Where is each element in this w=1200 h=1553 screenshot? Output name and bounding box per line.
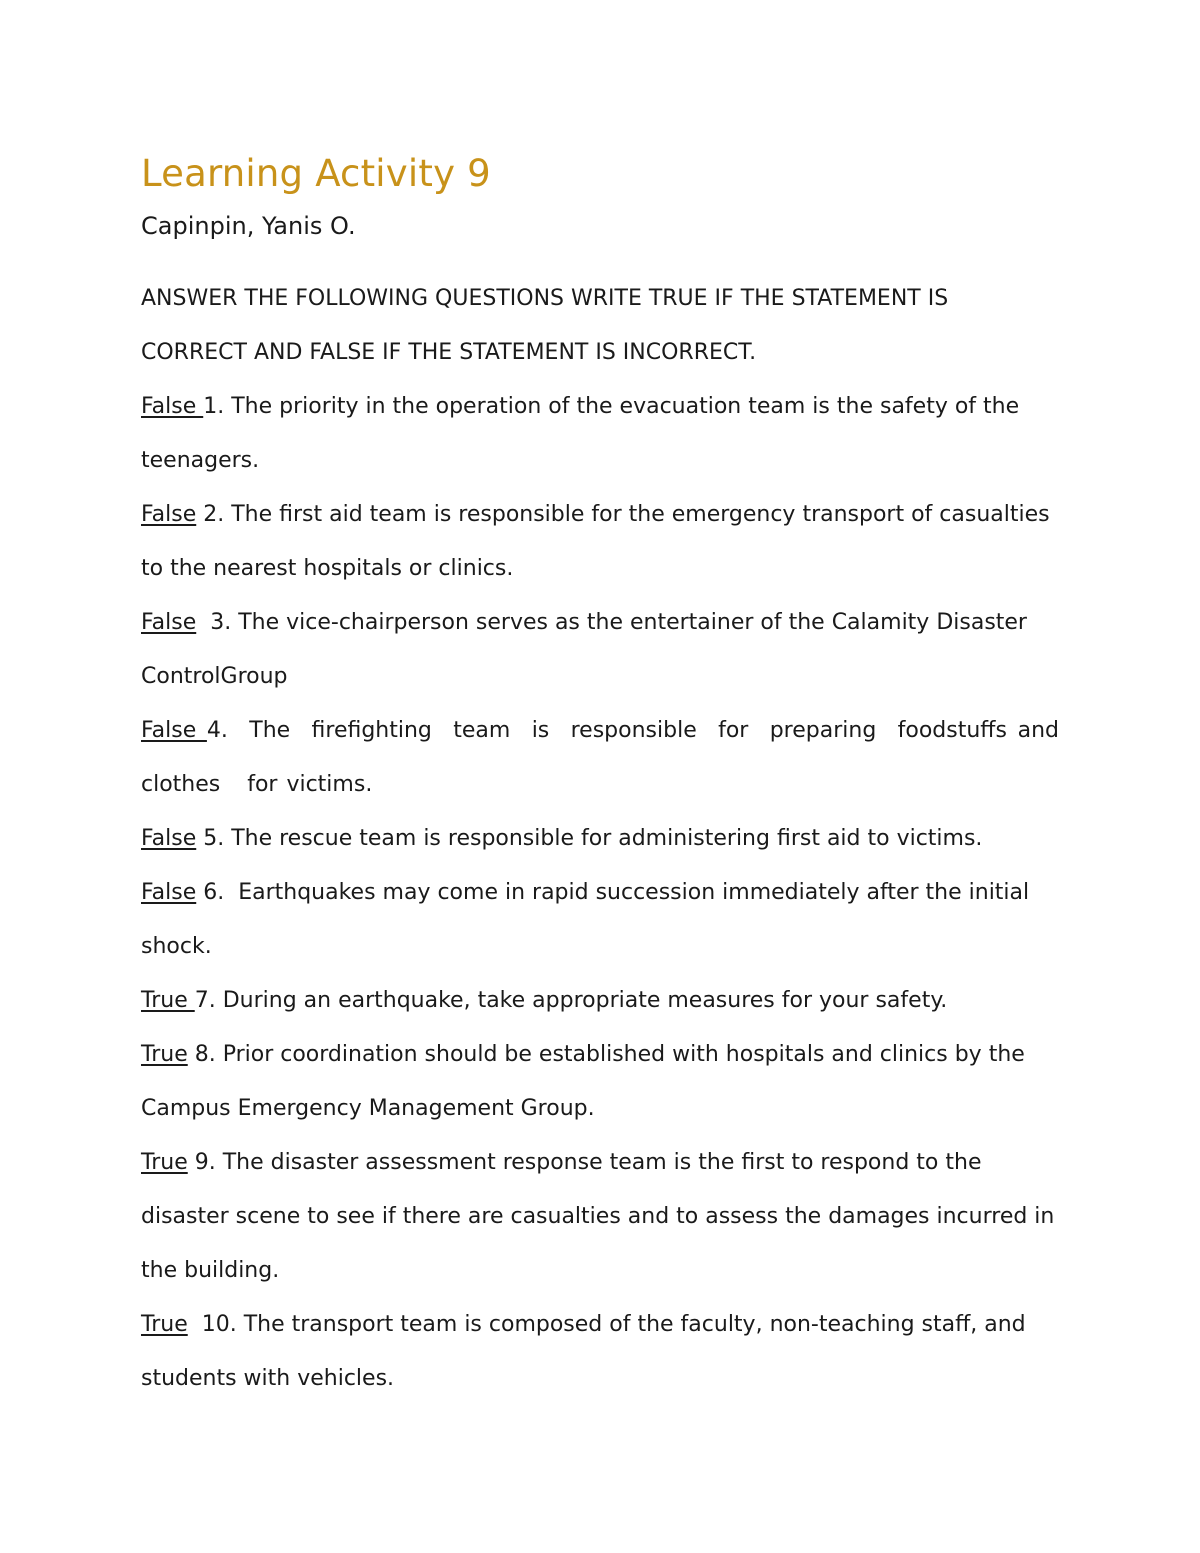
question-item-10: [141, 1298, 1059, 1406]
question-text-8: 8. Prior coordination should be established with hospitals and clinics by the Campus Emergency Management Group.: [141, 1042, 1032, 1121]
question-text-5: 5. The rescue team is responsible for administering first aid to victims.: [196, 826, 983, 851]
question-item-6: [141, 866, 1059, 974]
answer-4: False: [141, 718, 207, 743]
answer-9: True: [141, 1150, 188, 1175]
question-text-9: 9. The disaster assessment response team is the first to respond to the disaster scene to see if there are casualties and to assess the damages incurred in the building.: [141, 1150, 1062, 1283]
answer-2: False: [141, 502, 197, 527]
question-item-1: [141, 380, 1059, 488]
question-list: [141, 380, 1086, 1406]
answer-5: False: [141, 826, 197, 851]
answer-1: False: [141, 394, 204, 419]
question-text-4: 4. The firefighting team is responsible for preparing foodstuffs and clothes for victims.: [141, 718, 1086, 797]
answer-7: True: [141, 988, 195, 1013]
question-item-9: [141, 1136, 1062, 1298]
answer-6: False: [141, 880, 197, 905]
question-item-2: [141, 488, 1059, 596]
question-text-7: 7. During an earthquake, take appropriate measures for your safety.: [194, 988, 948, 1013]
question-item-5: [141, 812, 1059, 866]
question-text-1: 1. The priority in the operation of the evacuation team is the safety of the teenagers.: [141, 394, 1027, 473]
question-item-3: [141, 596, 1059, 704]
question-text-2: 2. The first aid team is responsible for the emergency transport of casualties to the nearest hospitals or clinics.: [141, 502, 1057, 581]
question-item-4: [141, 704, 1086, 812]
answer-3: False: [141, 610, 197, 635]
question-item-7: [141, 974, 1059, 1028]
document-title: Learning Activity 9: [141, 152, 491, 195]
document-author: Capinpin, Yanis O.: [141, 212, 356, 240]
answer-8: True: [141, 1042, 188, 1067]
document-content: [141, 148, 1086, 1406]
question-text-3: 3. The vice-chairperson serves as the entertainer of the Calamity Disaster ControlGroup: [141, 610, 1034, 689]
question-item-8: [141, 1028, 1059, 1136]
question-text-6: 6. Earthquakes may come in rapid succession immediately after the initial shock.: [141, 880, 1037, 959]
instructions: ANSWER THE FOLLOWING QUESTIONS WRITE TRUE IF THE STATEMENT IS CORRECT AND FALSE IF THE STATEMENT IS INCORRECT.: [141, 286, 949, 365]
answer-10: True: [141, 1312, 188, 1337]
question-text-10: 10. The transport team is composed of the faculty, non-teaching staff, and students with vehicles.: [141, 1312, 1033, 1391]
